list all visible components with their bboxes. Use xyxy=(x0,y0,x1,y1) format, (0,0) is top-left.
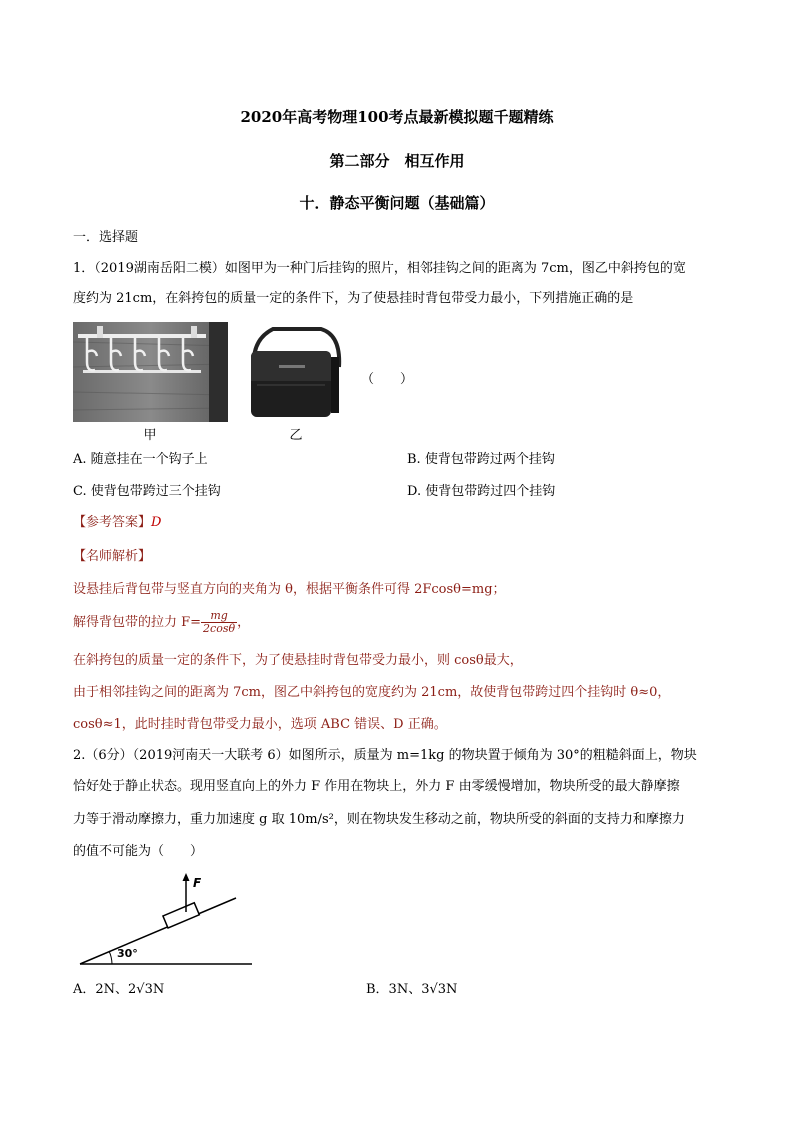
explanation-line2 xyxy=(73,610,250,635)
q2-text-line2: 恰好处于静止状态。现用竖直向上的外力 F 作用在物块上，外力 F 由零缓慢增加，物块所受的最大静摩擦 xyxy=(73,779,680,794)
photo-caption-jia: 甲 xyxy=(143,428,157,443)
q1-option-d: D. 使背包带跨过四个挂钩 xyxy=(407,484,556,499)
fraction-denominator: 2cosθ xyxy=(203,622,236,635)
section-heading: 一．选择题 xyxy=(73,230,139,245)
explanation-line1: 设悬挂后背包带与竖直方向的夹角为 θ，根据平衡条件可得 2Fcosθ=mg； xyxy=(73,582,506,597)
explanation-line5: cosθ≈1，此时挂时背包带受力最小，选项 ABC 错误、D 正确。 xyxy=(73,717,447,732)
q2-text-line4: 的值不可能为（ ） xyxy=(73,844,204,859)
explanation-line4: 由于相邻挂钩之间的距离为 7cm，图乙中斜挎包的宽度约为 21cm，故使背包带跨过四个挂钩时 θ≈0， xyxy=(73,685,671,700)
q1-option-c: C. 使背包带跨过三个挂钩 xyxy=(73,484,221,499)
formula-prefix: 解得背包带的拉力 F= xyxy=(73,615,202,630)
photo-caption-yi: 乙 xyxy=(289,428,303,443)
q1-answer-blank: （ ） xyxy=(361,372,414,387)
q1-text-line1: 1．（2019湖南岳阳二模）如图甲为一种门后挂钩的照片，相邻挂钩之间的距离为 7cm，图乙中斜挎包的宽 xyxy=(73,261,686,276)
angle-label: 30° xyxy=(117,947,138,960)
incline-diagram xyxy=(76,870,256,970)
q1-option-b: B. 使背包带跨过两个挂钩 xyxy=(407,452,555,467)
formula-suffix: ， xyxy=(237,615,251,630)
q2-option-a: A．2N、2√3N xyxy=(73,982,165,997)
q1-text-line2: 度约为 21cm，在斜挎包的质量一定的条件下，为了使悬挂时背包带受力最小，下列措施正确的是 xyxy=(73,291,634,306)
topic-title: 十．静态平衡问题（基础篇） xyxy=(299,194,495,212)
force-label: F xyxy=(193,876,202,890)
shoulder-bag-photo xyxy=(243,323,348,423)
answer-value: D xyxy=(151,515,162,530)
q1-option-a: A. 随意挂在一个钩子上 xyxy=(73,452,208,467)
analysis-label: 【名师解析】 xyxy=(73,549,152,564)
part-title: 第二部分 相互作用 xyxy=(329,152,465,170)
q2-text-line3: 力等于滑动摩擦力，重力加速度 g 取 10m/s²，则在物块发生移动之前，物块所受的斜面的支持力和摩擦力 xyxy=(73,812,685,827)
q2-text-line1: 2.（6分）（2019河南天一大联考 6）如图所示，质量为 m=1kg 的物块置于倾角为 30°的粗糙斜面上，物块 xyxy=(73,748,697,763)
tension-fraction xyxy=(201,610,237,635)
q2-option-b: B．3N、3√3N xyxy=(366,982,458,997)
q1-answer xyxy=(73,513,161,533)
answer-label: 【参考答案】 xyxy=(73,515,152,530)
document-title: 2020年高考物理100考点最新模拟题千题精练 xyxy=(240,108,554,126)
explanation-line3: 在斜挎包的质量一定的条件下，为了使悬挂时背包带受力最小，则 cosθ最大， xyxy=(73,653,523,668)
door-hook-photo xyxy=(73,322,228,422)
fraction-numerator: mg xyxy=(201,610,237,623)
